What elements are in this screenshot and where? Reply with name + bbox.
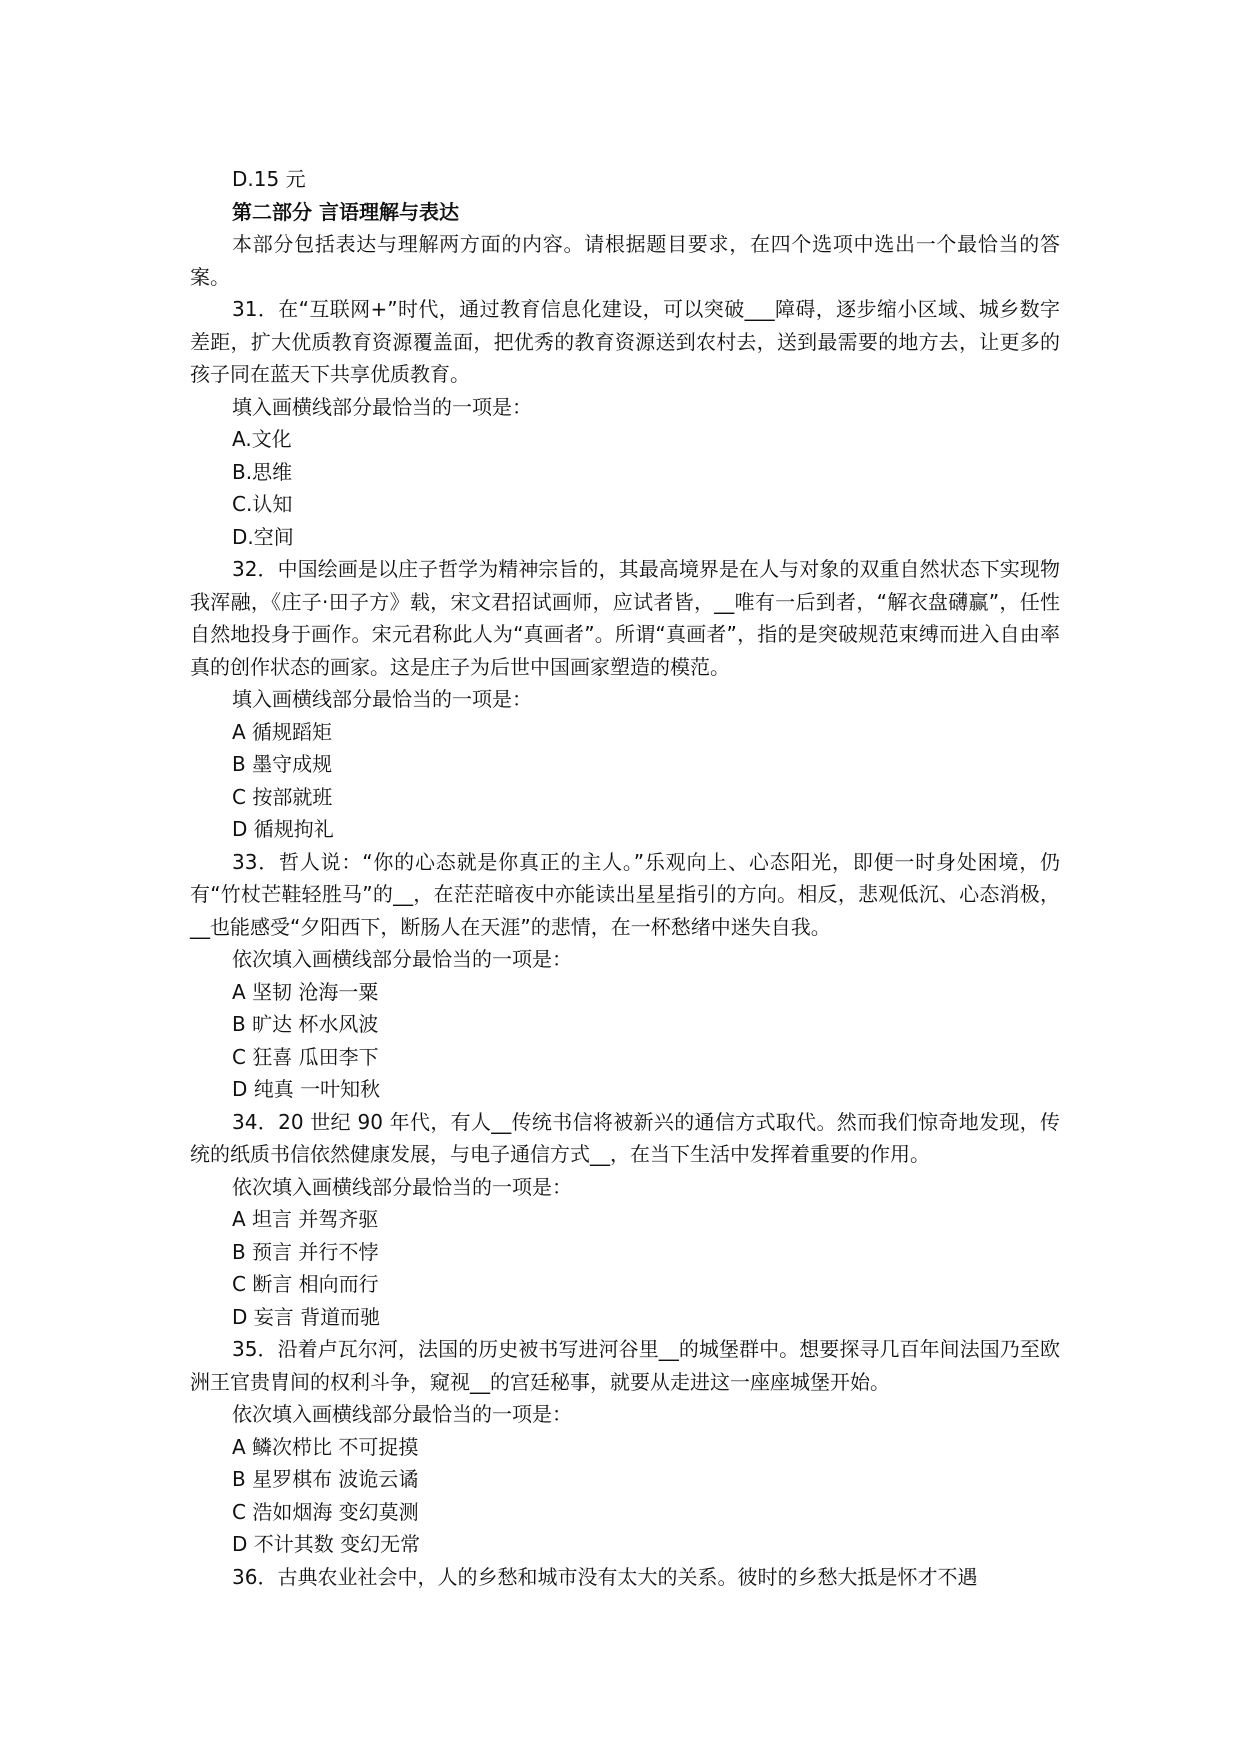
question-36-stem: 36．古典农业社会中，人的乡愁和城市没有太大的关系。彼时的乡愁大抵是怀才不遇 — [232, 1564, 978, 1589]
question-33-option-c: C 狂喜 瓜田李下 — [232, 1044, 379, 1069]
question-33-prompt: 依次填入画横线部分最恰当的一项是： — [232, 947, 572, 971]
question-31-prompt: 填入画横线部分最恰当的一项是： — [232, 394, 532, 419]
question-31-option-a: A.文化 — [232, 427, 292, 451]
question-35-prompt: 依次填入画横线部分最恰当的一项是： — [232, 1402, 572, 1426]
question-35-option-d: D 不计其数 变幻无常 — [232, 1532, 421, 1556]
question-33-option-d: D 纯真 一叶知秋 — [232, 1077, 381, 1101]
question-31-option-d: D.空间 — [232, 524, 294, 549]
question-35-option-a: A 鳞次栉比 不可捉摸 — [232, 1434, 419, 1459]
section-title: 第二部分 言语理解与表达 — [232, 199, 459, 224]
previous-option-d: D.15 元 — [232, 167, 306, 191]
question-34-prompt: 依次填入画横线部分最恰当的一项是： — [232, 1174, 572, 1199]
question-31-option-c: C.认知 — [232, 492, 293, 516]
question-34-option-a: A 坦言 并驾齐驱 — [232, 1207, 379, 1231]
question-32-option-d: D 循规拘礼 — [232, 817, 334, 841]
question-32-option-c: C 按部就班 — [232, 784, 333, 809]
question-34-option-d: D 妄言 背道而驰 — [232, 1304, 381, 1329]
question-33-option-b: B 旷达 杯水风波 — [232, 1012, 379, 1036]
question-32-option-a: A 循规蹈矩 — [232, 719, 333, 744]
question-35-option-c: C 浩如烟海 变幻莫测 — [232, 1499, 419, 1524]
question-34-option-c: C 断言 相向而行 — [232, 1272, 379, 1296]
section-intro: 本部分包括表达与理解两方面的内容。请根据题目要求，在四个选项中选出一个最恰当的答案。 — [190, 232, 1060, 289]
question-32-stem: 32．中国绘画是以庄子哲学为精神宗旨的，其最高境界是在人与对象的双重自然状态下实现物我浑融，《庄子·田子方》载，宋文君招试画师，应试者皆，__唯有一后到者，“解衣盘礴赢”，任性自然地投身于画作。宋元君称此人为“真画者”。所谓“真画者”，指的是突破规范束缚而进入自由率真的创作状态的画家。这是庄子为后世中国画家塑造的模范。 — [190, 557, 1060, 679]
question-33-stem: 33．哲人说：“你的心态就是你真正的主人。”乐观向上、心态阳光，即便一时身处困境，仍有“竹杖芒鞋轻胜马”的__，在茫茫暗夜中亦能读出星星指引的方向。相反，悲观低沉、心态消极，__也能感受“夕阳西下，断肠人在天涯”的悲情，在一杯愁绪中迷失自我。 — [190, 849, 1060, 939]
question-32-option-b: B 墨守成规 — [232, 752, 333, 776]
question-34-stem: 34．20 世纪 90 年代，有人__传统书信将被新兴的通信方式取代。然而我们惊奇地发现，传统的纸质书信依然健康发展，与电子通信方式__，在当下生活中发挥着重要的作用。 — [190, 1109, 1060, 1166]
question-35-stem: 35．沿着卢瓦尔河，法国的历史被书写进河谷里__的城堡群中。想要探寻几百年间法国乃至欧洲王官贵胄间的权利斗争，窥视__的宫廷秘事，就要从走进这一座座城堡开始。 — [190, 1337, 1060, 1394]
question-34-option-b: B 预言 并行不悖 — [232, 1239, 379, 1264]
question-32-prompt: 填入画横线部分最恰当的一项是： — [232, 687, 532, 711]
question-33-option-a: A 坚韧 沧海一粟 — [232, 979, 379, 1004]
question-31-option-b: B.思维 — [232, 459, 293, 484]
question-35-option-b: B 星罗棋布 波诡云谲 — [232, 1467, 419, 1491]
document-body — [190, 163, 1060, 1593]
question-31-stem: 31．在“互联网+”时代，通过教育信息化建设，可以突破___障碍，逐步缩小区域、城乡数字差距，扩大优质教育资源覆盖面，把优秀的教育资源送到农村去，送到最需要的地方去，让更多的孩子同在蓝天下共享优质教育。 — [190, 297, 1060, 386]
